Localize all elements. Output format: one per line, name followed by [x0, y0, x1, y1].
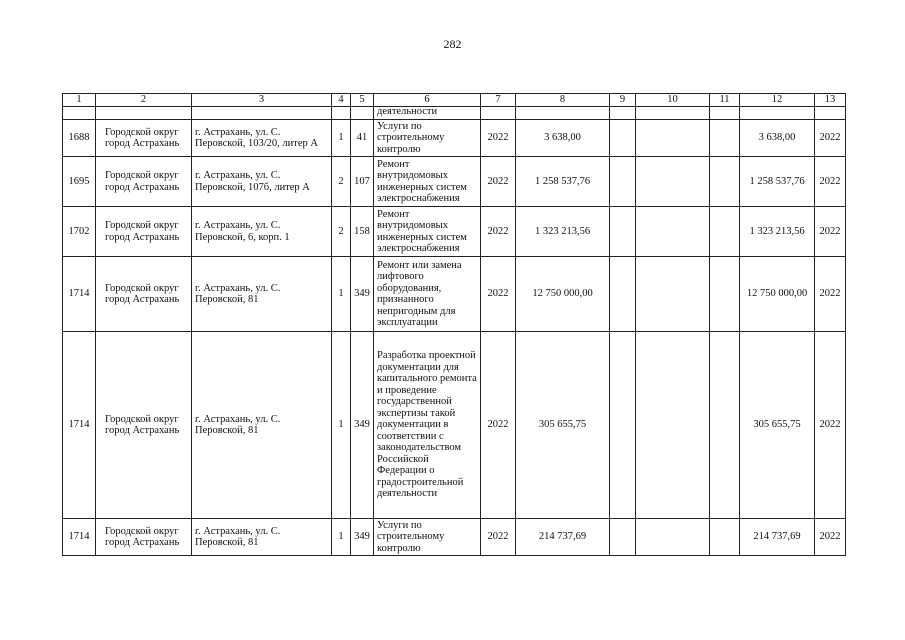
- cell-c5: 41: [351, 120, 374, 157]
- table-row: [63, 332, 846, 519]
- cell-work-type: Ремонт внутридомовых инженерных систем электроснабжения: [374, 207, 481, 257]
- cell-municipality: Городской округ город Астрахань: [96, 120, 192, 157]
- cell-c13: 2022: [815, 120, 846, 157]
- column-header: 9: [610, 94, 636, 107]
- cell-c4: 2: [332, 157, 351, 207]
- table-row: [63, 257, 846, 332]
- cell-municipality: Городской округ город Астрахань: [96, 207, 192, 257]
- cell-c4: 2: [332, 207, 351, 257]
- cell-c13: 2022: [815, 257, 846, 332]
- cell-c12: 214 737,69: [740, 519, 815, 556]
- cell-total: 214 737,69: [516, 519, 610, 556]
- cell-address: г. Астрахань, ул. С. Перовской, 6, корп. 1: [192, 207, 332, 257]
- cell-c5: 349: [351, 257, 374, 332]
- cell-c5: 107: [351, 157, 374, 207]
- cell-c5: 158: [351, 207, 374, 257]
- cell-c12: 12 750 000,00: [740, 257, 815, 332]
- column-header: 7: [481, 94, 516, 107]
- cell-work-type: Услуги по строительному контролю: [374, 519, 481, 556]
- cell-c4: 1: [332, 332, 351, 519]
- column-header: 1: [63, 94, 96, 107]
- cell-total: 305 655,75: [516, 332, 610, 519]
- cell-year: 2022: [481, 207, 516, 257]
- cell-year: 2022: [481, 332, 516, 519]
- column-header: 12: [740, 94, 815, 107]
- cell-c13: 2022: [815, 207, 846, 257]
- column-header: 5: [351, 94, 374, 107]
- cell-c9: [610, 519, 636, 556]
- cell-c4: 1: [332, 120, 351, 157]
- cell-c4: 1: [332, 519, 351, 556]
- cell-c10: [636, 157, 710, 207]
- cell-c10: [636, 519, 710, 556]
- cell-c5: 349: [351, 519, 374, 556]
- continuation-text: деятельности: [374, 107, 481, 120]
- column-header: 6: [374, 94, 481, 107]
- cell-c5: 349: [351, 332, 374, 519]
- cell-municipality: Городской округ город Астрахань: [96, 257, 192, 332]
- table-row: [63, 157, 846, 207]
- cell-c12: 305 655,75: [740, 332, 815, 519]
- table-row: [63, 120, 846, 157]
- cell-work-type: Ремонт или замена лифтового оборудования, признанного непригодным для эксплуатации: [374, 257, 481, 332]
- cell-work-type: Ремонт внутридомовых инженерных систем электроснабжения: [374, 157, 481, 207]
- table-header: [63, 94, 846, 107]
- cell-year: 2022: [481, 120, 516, 157]
- cell-address: г. Астрахань, ул. С. Перовской, 81: [192, 257, 332, 332]
- table-row: [63, 207, 846, 257]
- cell-work-type: Разработка проектной документации для капитального ремонта и проведение государственной экспертизы такой документации в соответствии с законодательством Российской Федерации о градостроительной деятельности: [374, 332, 481, 519]
- cell-c10: [636, 257, 710, 332]
- cell-id: 1714: [63, 332, 96, 519]
- cell-total: 3 638,00: [516, 120, 610, 157]
- cell-id: 1702: [63, 207, 96, 257]
- cell-c10: [636, 120, 710, 157]
- cell-municipality: Городской округ город Астрахань: [96, 519, 192, 556]
- cell-total: 1 258 537,76: [516, 157, 610, 207]
- cell-c11: [710, 519, 740, 556]
- column-header: 3: [192, 94, 332, 107]
- table-row: [63, 519, 846, 556]
- cell-c9: [610, 257, 636, 332]
- cell-c11: [710, 257, 740, 332]
- cell-c10: [636, 207, 710, 257]
- column-header: 4: [332, 94, 351, 107]
- cell-c4: 1: [332, 257, 351, 332]
- cell-c11: [710, 157, 740, 207]
- cell-year: 2022: [481, 157, 516, 207]
- cell-address: г. Астрахань, ул. С. Перовской, 103/20, литер А: [192, 120, 332, 157]
- cell-total: 1 323 213,56: [516, 207, 610, 257]
- cell-id: 1714: [63, 257, 96, 332]
- cell-c10: [636, 332, 710, 519]
- cell-c11: [710, 207, 740, 257]
- cell-c9: [610, 332, 636, 519]
- cell-c12: 3 638,00: [740, 120, 815, 157]
- cell-year: 2022: [481, 519, 516, 556]
- page-number: 282: [443, 37, 462, 51]
- cell-id: 1714: [63, 519, 96, 556]
- cell-id: 1688: [63, 120, 96, 157]
- column-header: 2: [96, 94, 192, 107]
- cell-address: г. Астрахань, ул. С. Перовской, 81: [192, 332, 332, 519]
- cell-c13: 2022: [815, 157, 846, 207]
- column-header: 8: [516, 94, 610, 107]
- cell-c11: [710, 332, 740, 519]
- cell-c9: [610, 120, 636, 157]
- cell-c13: 2022: [815, 519, 846, 556]
- column-header: 13: [815, 94, 846, 107]
- cell-c9: [610, 207, 636, 257]
- continuation-row: [63, 107, 846, 120]
- cell-address: г. Астрахань, ул. С. Перовской, 81: [192, 519, 332, 556]
- cell-c13: 2022: [815, 332, 846, 519]
- cell-work-type: Услуги по строительному контролю: [374, 120, 481, 157]
- column-header: 11: [710, 94, 740, 107]
- column-header: 10: [636, 94, 710, 107]
- cell-c12: 1 258 537,76: [740, 157, 815, 207]
- cell-c11: [710, 120, 740, 157]
- cell-year: 2022: [481, 257, 516, 332]
- cell-id: 1695: [63, 157, 96, 207]
- cell-address: г. Астрахань, ул. С. Перовской, 107б, литер А: [192, 157, 332, 207]
- cell-c12: 1 323 213,56: [740, 207, 815, 257]
- cell-total: 12 750 000,00: [516, 257, 610, 332]
- cell-municipality: Городской округ город Астрахань: [96, 157, 192, 207]
- capital-repair-table: [62, 93, 846, 556]
- cell-municipality: Городской округ город Астрахань: [96, 332, 192, 519]
- cell-c9: [610, 157, 636, 207]
